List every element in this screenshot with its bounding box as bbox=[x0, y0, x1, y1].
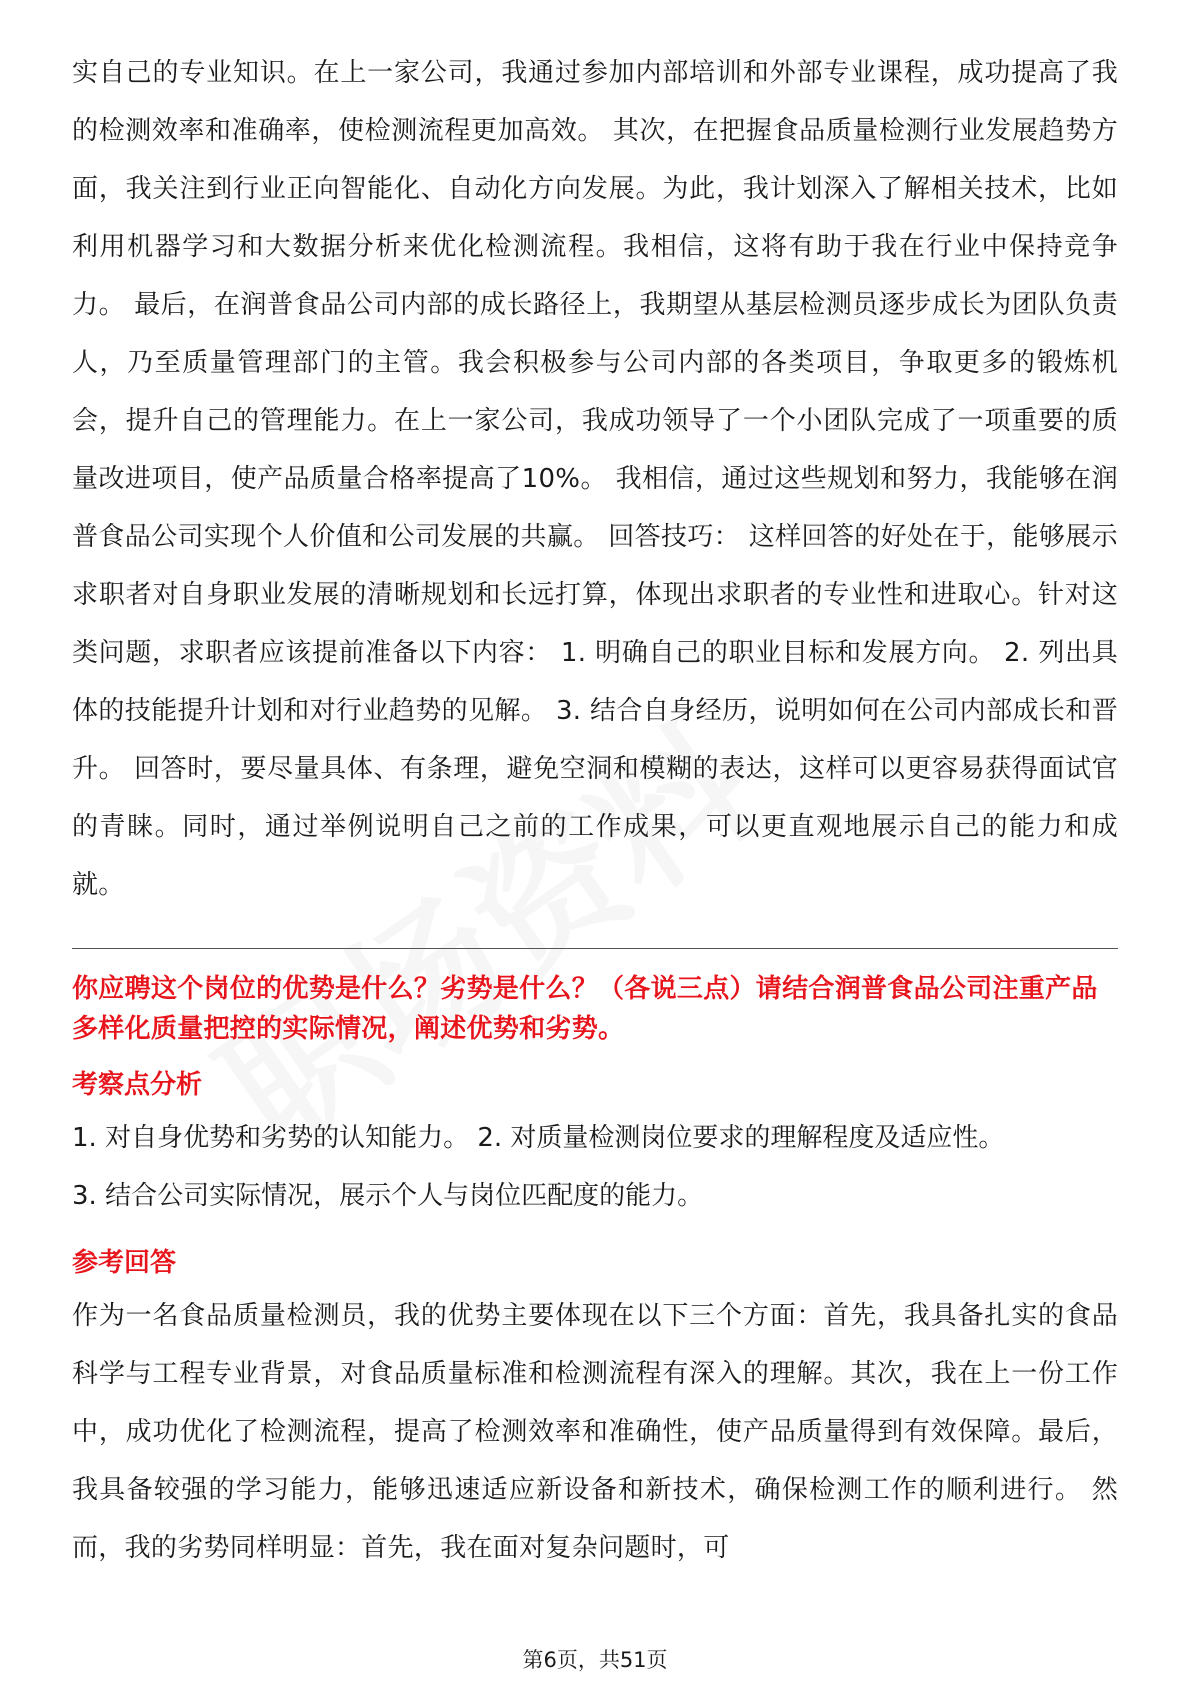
document-page bbox=[72, 44, 1118, 1577]
intro-paragraph: 实自己的专业知识。在上一家公司，我通过参加内部培训和外部专业课程，成功提高了我的检测效率和准确率，使检测流程更加高效。 其次，在把握食品质量检测行业发展趋势方面，我关注到行业正向智能化、自动化方向发展。为此，我计划深入了解相关技术，比如利用机器学习和大数据分析来优化检测流程。我相信，这将有助于我在行业中保持竞争力。 最后，在润普食品公司内部的成长路径上，我期望从基层检测员逐步成长为团队负责人，乃至质量管理部门的主管。我会积极参与公司内部的各类项目，争取更多的锻炼机会，提升自己的管理能力。在上一家公司，我成功领导了一个小团队完成了一项重要的质量改进项目，使产品质量合格率提高了10%。 我相信，通过这些规划和努力，我能够在润普食品公司实现个人价值和公司发展的共赢。 回答技巧： 这样回答的好处在于，能够展示求职者对自身职业发展的清晰规划和长远打算，体现出求职者的专业性和进取心。针对这类问题，求职者应该提前准备以下内容： 1. 明确自己的职业目标和发展方向。 2. 列出具体的技能提升计划和对行业趋势的见解。 3. 结合自身经历，说明如何在公司内部成长和晋升。 回答时，要尽量具体、有条理，避免空洞和模糊的表达，这样可以更容易获得面试官的青睐。同时，通过举例说明自己之前的工作成果，可以更直观地展示自己的能力和成就。 bbox=[72, 58, 1118, 900]
spacer bbox=[72, 1225, 1118, 1243]
analysis-line-2: 3. 结合公司实际情况，展示个人与岗位匹配度的能力。 bbox=[72, 1181, 704, 1211]
section-divider bbox=[72, 948, 1118, 949]
reference-answer: 作为一名食品质量检测员，我的优势主要体现在以下三个方面：首先，我具备扎实的食品科学与工程专业背景，对食品质量标准和检测流程有深入的理解。其次，我在上一份工作中，成功优化了检测流程，提高了检测效率和准确性，使产品质量得到有效保障。最后，我具备较强的学习能力，能够迅速适应新设备和新技术，确保检测工作的顺利进行。 然而，我的劣势同样明显：首先，我在面对复杂问题时，可 bbox=[72, 1301, 1118, 1563]
page-footer: 第6页，共51页 bbox=[522, 1648, 668, 1672]
interview-question: 你应聘这个岗位的优势是什么？劣势是什么？（各说三点）请结合润普食品公司注重产品多样化质量把控的实际情况，阐述优势和劣势。 bbox=[72, 974, 1098, 1044]
analysis-heading: 考察点分析 bbox=[72, 1070, 203, 1100]
analysis-line-1: 1. 对自身优势和劣势的认知能力。 2. 对质量检测岗位要求的理解程度及适应性。 bbox=[72, 1123, 1005, 1153]
reference-heading: 参考回答 bbox=[72, 1248, 177, 1278]
